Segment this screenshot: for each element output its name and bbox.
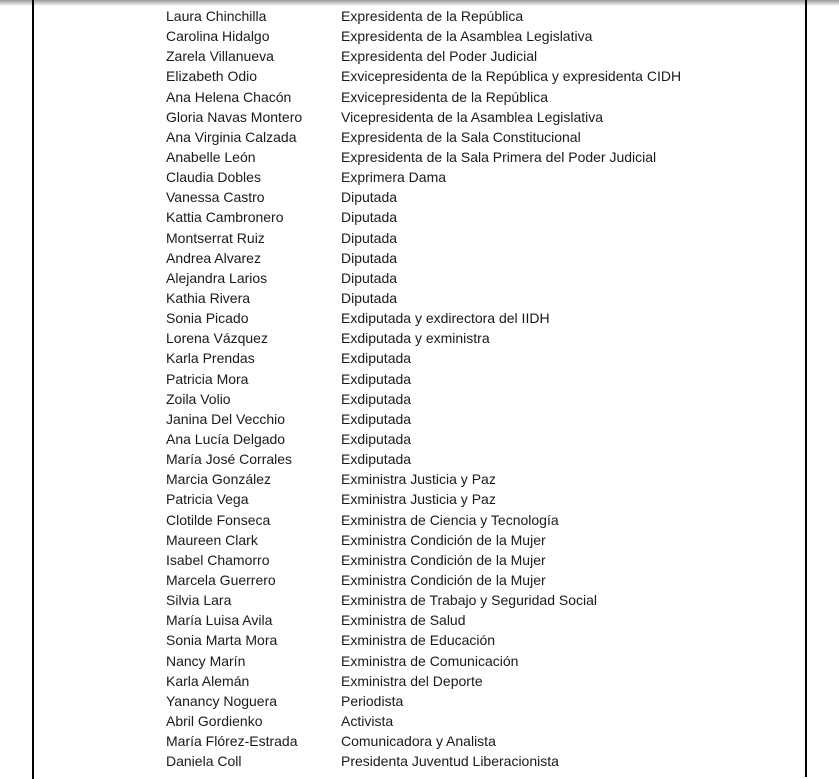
- person-name: Kattia Cambronero: [166, 209, 284, 226]
- person-name: Carolina Hidalgo: [166, 28, 270, 45]
- table-row: [166, 469, 786, 489]
- person-name: Karla Alemán: [166, 672, 250, 689]
- table-row: [166, 369, 786, 389]
- table-row: [166, 570, 786, 590]
- person-role: Exdiputada: [341, 430, 412, 447]
- person-name: Ana Lucía Delgado: [166, 430, 286, 447]
- table-row: [166, 651, 786, 671]
- person-role: Exvicepresidenta de la República y expresidenta CIDH: [341, 68, 682, 85]
- table-row: [166, 348, 786, 368]
- table-row: [166, 66, 786, 86]
- person-name: Kathia Rivera: [166, 289, 251, 306]
- table-row: [166, 510, 786, 530]
- table-row: [166, 167, 786, 187]
- person-role: Exdiputada: [341, 390, 412, 407]
- table-row: [166, 127, 786, 147]
- person-role: Exdiputada y exministra: [341, 330, 490, 347]
- person-role: Exministra de Trabajo y Seguridad Social: [341, 592, 598, 609]
- person-name: Sonia Picado: [166, 310, 249, 327]
- person-name: Janina Del Vecchio: [166, 410, 286, 427]
- page-right-border: [805, 0, 807, 777]
- person-role: Vicepresidenta de la Asamblea Legislativa: [341, 108, 604, 125]
- person-name: Ana Helena Chacón: [166, 88, 292, 105]
- table-row: [166, 429, 786, 449]
- person-role: Expresidenta de la Sala Constitucional: [341, 128, 581, 145]
- person-name: Sonia Marta Mora: [166, 632, 278, 649]
- person-role: Exministra de Ciencia y Tecnología: [341, 511, 559, 528]
- person-role: Expresidenta de la Sala Primera del Poder Judicial: [341, 148, 657, 165]
- person-role: Exministra Justicia y Paz: [341, 491, 496, 508]
- person-name: Clotilde Fonseca: [166, 511, 271, 528]
- table-row: [166, 6, 786, 26]
- table-row: [166, 691, 786, 711]
- person-role: Diputada: [341, 189, 398, 206]
- person-name: Lorena Vázquez: [166, 330, 268, 347]
- person-role: Exministra de Salud: [341, 612, 466, 629]
- person-role: Diputada: [341, 229, 398, 246]
- table-row: [166, 590, 786, 610]
- person-role: Presidenta Juventud Liberacionista: [341, 753, 559, 770]
- person-role: Diputada: [341, 249, 398, 266]
- person-name: Maureen Clark: [166, 531, 258, 548]
- person-role: Exministra Condición de la Mujer: [341, 571, 546, 588]
- signatories-table: [166, 6, 786, 771]
- table-row: [166, 46, 786, 66]
- table-row: [166, 751, 786, 771]
- person-role: Exministra de Comunicación: [341, 652, 519, 669]
- person-name: Marcia González: [166, 471, 272, 488]
- person-name: Ana Virginia Calzada: [166, 128, 297, 145]
- person-name: Laura Chinchilla: [166, 8, 267, 24]
- person-name: Isabel Chamorro: [166, 551, 270, 568]
- table-row: [166, 147, 786, 167]
- table-row: [166, 207, 786, 227]
- person-name: Abril Gordienko: [166, 712, 263, 729]
- person-name: Gloria Navas Montero: [166, 108, 303, 125]
- person-role: Exdiputada y exdirectora del IIDH: [341, 310, 550, 327]
- person-name: Claudia Dobles: [166, 169, 261, 186]
- table-row: [166, 26, 786, 46]
- person-role: Exprimera Dama: [341, 169, 447, 186]
- person-name: Yanancy Noguera: [166, 692, 278, 709]
- table-row: [166, 671, 786, 691]
- person-name: María Luisa Avila: [166, 612, 273, 629]
- person-name: Daniela Coll: [166, 753, 242, 770]
- person-name: Montserrat Ruiz: [166, 229, 265, 246]
- person-name: Nancy Marín: [166, 652, 246, 669]
- person-name: Alejandra Larios: [166, 269, 268, 286]
- person-role: Exdiputada: [341, 451, 412, 468]
- person-role: Expresidenta del Poder Judicial: [341, 48, 538, 65]
- person-name: Marcela Guerrero: [166, 571, 276, 588]
- person-role: Exministra del Deporte: [341, 672, 483, 689]
- person-role: Periodista: [341, 692, 404, 709]
- table-row: [166, 268, 786, 288]
- person-name: Patricia Vega: [166, 491, 249, 508]
- person-name: Patricia Mora: [166, 370, 249, 387]
- person-name: Zoila Volio: [166, 390, 231, 407]
- person-name: Andrea Alvarez: [166, 249, 261, 266]
- person-role: Exministra Condición de la Mujer: [341, 531, 546, 548]
- person-name: Elizabeth Odio: [166, 68, 258, 85]
- table-row: [166, 731, 786, 751]
- person-role: Diputada: [341, 289, 398, 306]
- table-row: [166, 449, 786, 469]
- table-row: [166, 530, 786, 550]
- person-name: Vanessa Castro: [166, 189, 265, 206]
- person-role: Exvicepresidenta de la República: [341, 88, 549, 105]
- table-row: [166, 228, 786, 248]
- person-role: Expresidenta de la Asamblea Legislativa: [341, 28, 593, 45]
- page-left-border: [32, 0, 34, 779]
- person-role: Exdiputada: [341, 350, 412, 367]
- person-name: María Flórez-Estrada: [166, 733, 298, 750]
- person-name: Anabelle León: [166, 148, 256, 165]
- table-row: [166, 550, 786, 570]
- person-name: María José Corrales: [166, 451, 293, 468]
- person-role: Exministra Condición de la Mujer: [341, 551, 546, 568]
- person-name: Silvia Lara: [166, 592, 232, 609]
- table-row: [166, 187, 786, 207]
- person-role: Diputada: [341, 269, 398, 286]
- table-row: [166, 87, 786, 107]
- person-role: Comunicadora y Analista: [341, 733, 496, 750]
- table-row: [166, 308, 786, 328]
- person-name: Zarela Villanueva: [166, 48, 274, 65]
- table-row: [166, 328, 786, 348]
- person-role: Diputada: [341, 209, 398, 226]
- person-role: Exdiputada: [341, 410, 412, 427]
- person-role: Exministra de Educación: [341, 632, 496, 649]
- table-row: [166, 630, 786, 650]
- person-role: Exdiputada: [341, 370, 412, 387]
- table-row: [166, 409, 786, 429]
- table-row: [166, 711, 786, 731]
- table-row: [166, 389, 786, 409]
- table-row: [166, 248, 786, 268]
- person-role: Expresidenta de la República: [341, 8, 524, 24]
- person-role: Exministra Justicia y Paz: [341, 471, 496, 488]
- table-row: [166, 107, 786, 127]
- person-name: Karla Prendas: [166, 350, 255, 367]
- table-row: [166, 288, 786, 308]
- table-row: [166, 610, 786, 630]
- table-row: [166, 489, 786, 509]
- person-role: Activista: [341, 712, 394, 729]
